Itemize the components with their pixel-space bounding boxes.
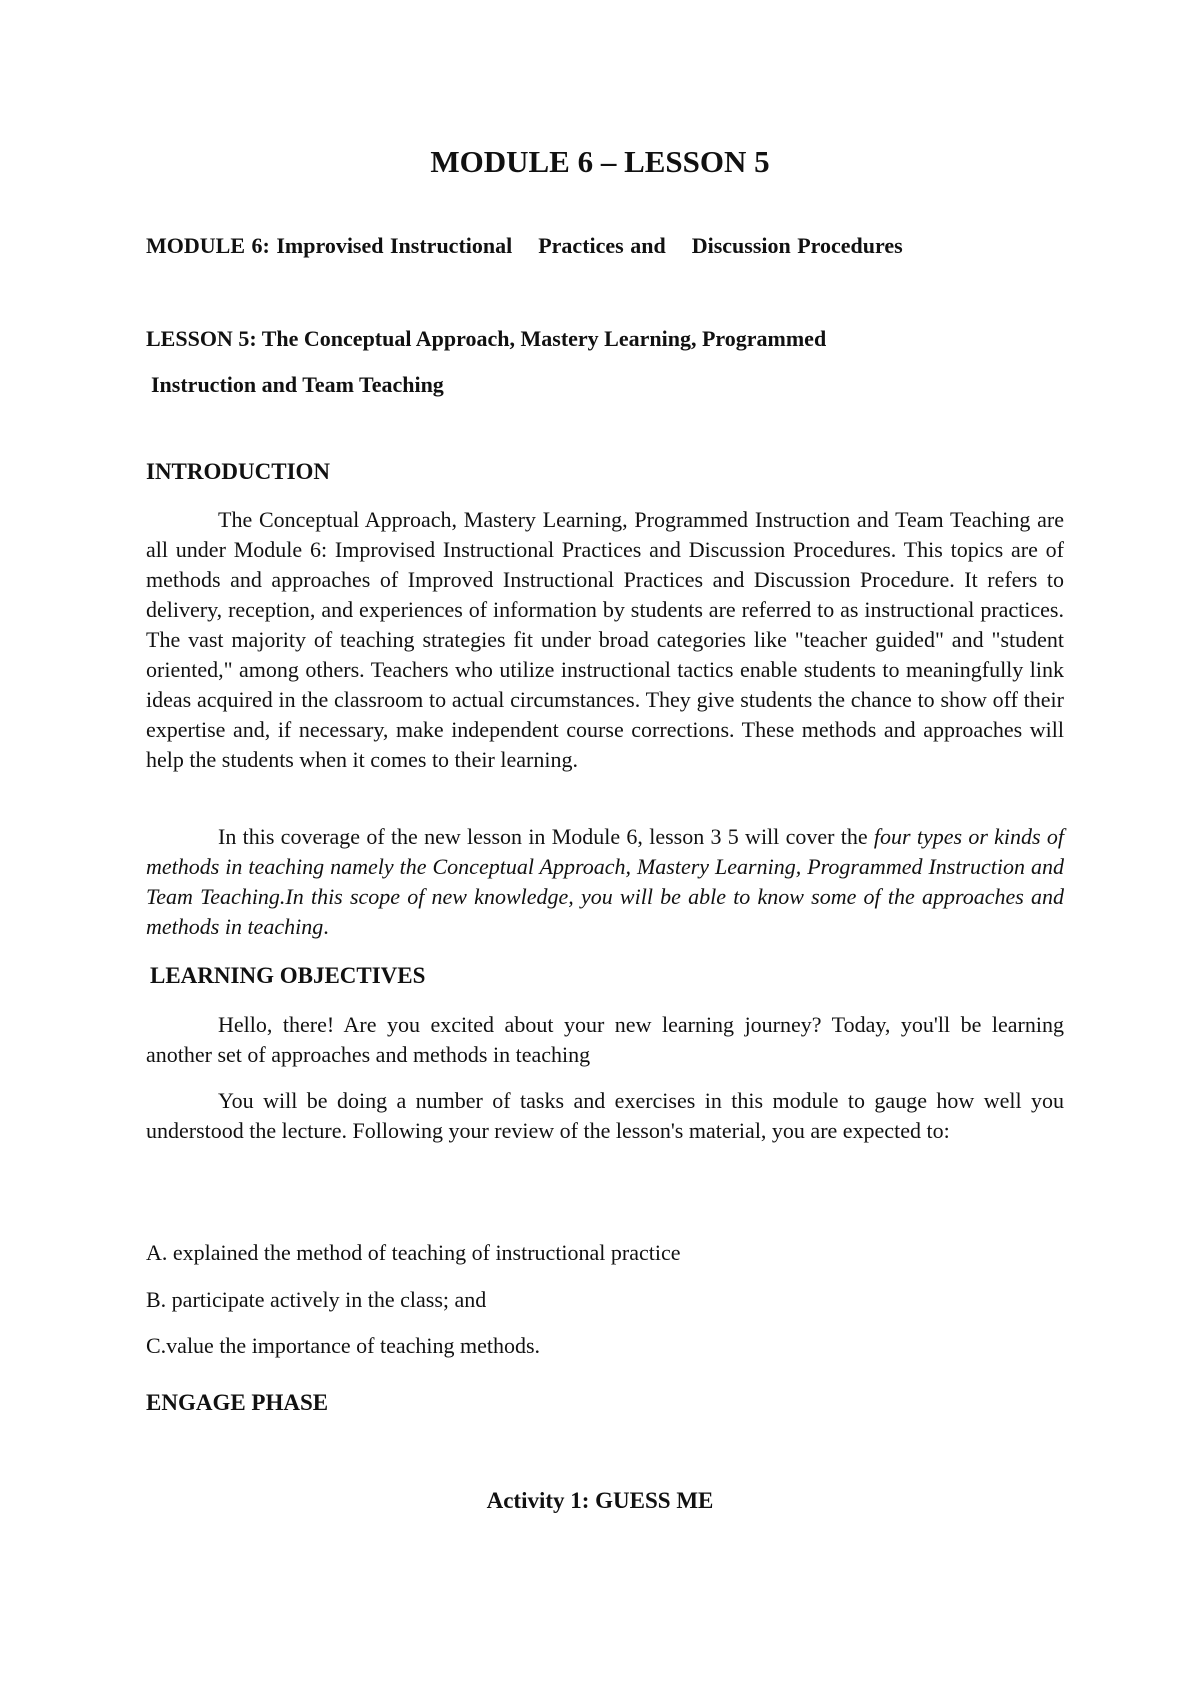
- introduction-paragraph-2: [146, 822, 1064, 942]
- learning-objectives-heading: LEARNING OBJECTIVES: [150, 963, 426, 988]
- page-title: MODULE 6 – LESSON 5: [430, 144, 770, 179]
- activity-title: Activity 1: GUESS ME: [486, 1488, 714, 1513]
- objective-item-c: C.value the importance of teaching methods.: [146, 1333, 541, 1358]
- lesson-heading-line-2: Instruction and Team Teaching: [151, 372, 444, 397]
- introduction-heading: INTRODUCTION: [146, 459, 331, 484]
- introduction-paragraph-2-regular: In this coverage of the new lesson in Module 6, lesson 3 5 will cover the: [218, 824, 874, 849]
- lesson-heading-line-1: LESSON 5: The Conceptual Approach, Mastery Learning, Programmed: [146, 326, 827, 351]
- introduction-paragraph-2-italic: four types or kinds of methods in teaching namely the Conceptual Approach, Mastery Learning, Programmed Instruction and Team Teaching.In this scope of new knowledge, you will be able to know some of the approaches and methods in teaching: [146, 824, 1064, 939]
- objective-item-b: B. participate actively in the class; and: [146, 1287, 487, 1312]
- module-heading: MODULE 6: Improvised Instructional Practices and Discussion Procedures: [146, 233, 903, 258]
- objective-item-a: A. explained the method of teaching of instructional practice: [146, 1240, 681, 1265]
- engage-phase-heading: ENGAGE PHASE: [146, 1390, 329, 1415]
- introduction-paragraph-1: The Conceptual Approach, Mastery Learning, Programmed Instruction and Team Teaching are all under Module 6: Improvised Instructional Practices and Discussion Procedures. This topics are of methods and approaches of Improved Instructional Practices and Discussion Procedure. It refers to delivery, reception, and experiences of information by students are referred to as instructional practices. The vast majority of teaching strategies fit under broad categories like "teacher guided" and "student oriented," among others. Teachers who utilize instructional tactics enable students to meaningfully link ideas acquired in the classroom to actual circumstances. They give students the chance to show off their expertise and, if necessary, make independent course corrections. These methods and approaches will help the students when it comes to their learning.: [146, 507, 1064, 772]
- objectives-paragraph-1: Hello, there! Are you excited about your new learning journey? Today, you'll be learning another set of approaches and methods in teaching: [146, 1012, 1064, 1067]
- introduction-paragraph-2-end: .: [323, 914, 329, 939]
- objectives-paragraph-2: You will be doing a number of tasks and exercises in this module to gauge how well you understood the lecture. Following your review of the lesson's material, you are expected to:: [146, 1088, 1064, 1143]
